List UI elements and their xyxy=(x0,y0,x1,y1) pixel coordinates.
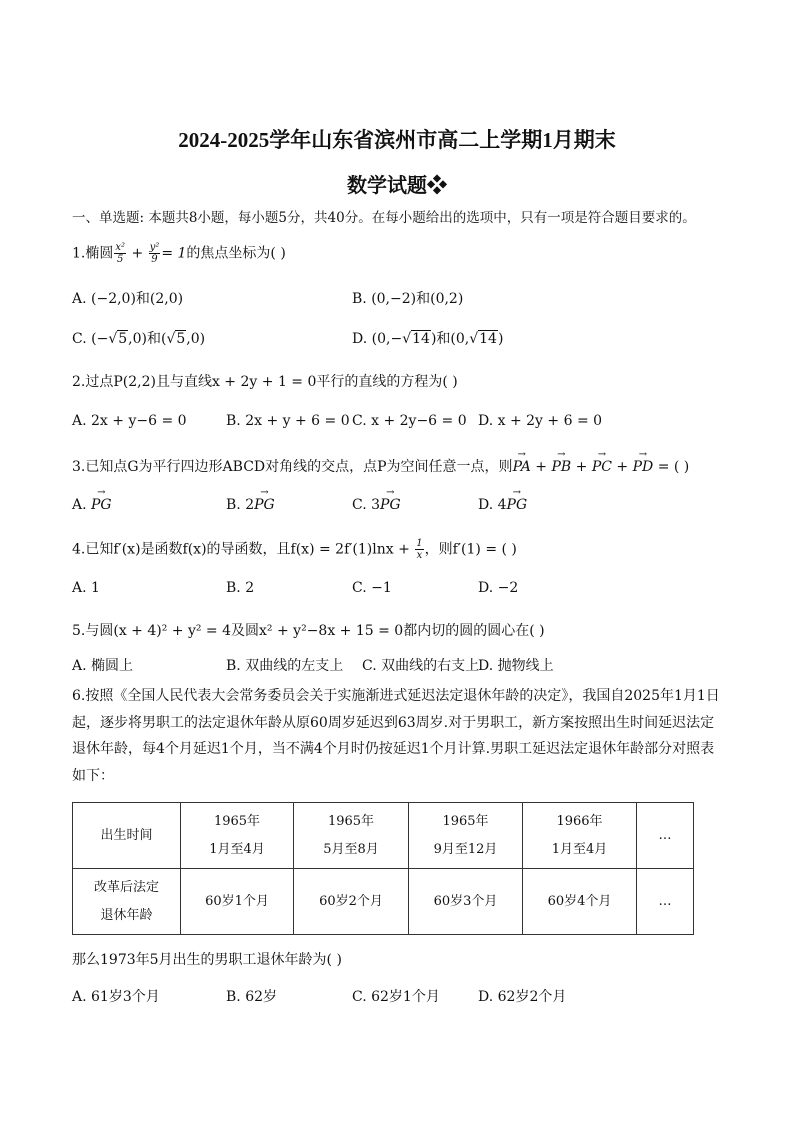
q1-c-post: ,0) xyxy=(186,331,206,347)
cell-line: 1965年 xyxy=(327,813,375,829)
page-title: 2024-2025学年山东省滨州市高二上学期1月期末 xyxy=(178,128,616,152)
q3-a-label: A. xyxy=(72,497,87,513)
q3-c-label: C. 3 xyxy=(352,497,381,513)
q4-frac-den: x xyxy=(416,550,423,561)
q3-end: = ( ) xyxy=(657,459,690,475)
table-row xyxy=(73,869,694,935)
table-cell: 60岁1个月 xyxy=(181,869,294,935)
table-cell xyxy=(523,803,637,869)
cell-line: 9月至12月 xyxy=(433,841,498,857)
table-cell: 60岁3个月 xyxy=(409,869,523,935)
table-cell: 60岁2个月 xyxy=(294,869,409,935)
q6-option-b: B. 62岁 xyxy=(226,989,278,1005)
q3-vec-pd: → PD xyxy=(633,459,654,475)
q6-option-c: C. 62岁1个月 xyxy=(352,989,440,1005)
q1-frac-x-num: x² xyxy=(115,242,126,253)
q1-c-pre: C. (− xyxy=(72,331,109,347)
table-header-cell: 出生时间 xyxy=(73,803,181,869)
question-4 xyxy=(72,538,517,561)
cell-line: 1966年 xyxy=(556,813,603,829)
q3-option-a xyxy=(72,497,112,513)
q1-option-d: D. (0,−√14)和(0,√14) xyxy=(352,331,504,347)
q3-text: 3.已知点G为平行四边形ABCD对角线的交点，点P为空间任意一点，则 xyxy=(72,459,513,475)
question-2: 2.过点P(2,2)且与直线x + 2y + 1 = 0平行的直线的方程为( ) xyxy=(72,374,458,390)
q5-option-d: D. 抛物线上 xyxy=(478,658,554,674)
question-1: 1.椭圆 $\frac{\text{x²}}{5}$ + $\frac{\text{y²}}{9}$ = 1的焦点坐标为( ) xyxy=(72,242,286,265)
q3-d-label: D. 4 xyxy=(478,497,507,513)
q1-d-mid: )和(0, xyxy=(430,331,470,347)
q2-option-c: C. x + 2y−6 = 0 xyxy=(352,413,467,429)
table-cell xyxy=(181,803,294,869)
cell-line: 改革后法定 xyxy=(93,879,159,895)
q1-c-radicand-2: 5 xyxy=(176,331,186,347)
question-6-paragraph: 6.按照《全国人民代表大会常务委员会关于实施渐进式延迟法定退休年龄的决定》，我国自2025年1月1日起，逐步将男职工的法定退休年龄从原60周岁延迟到63周岁.对于男职工，新方案按照出生时间延迟法定退休年龄，每4个月延迟1个月，当不满4个月时仍按延迟1个月计算.男职工延迟法定退休年龄部分对照表如下： xyxy=(72,688,720,784)
q1-c-mid: ,0)和( xyxy=(128,331,167,347)
q2-option-a: A. 2x + y−6 = 0 xyxy=(72,413,187,429)
table-cell xyxy=(409,803,523,869)
q2-option-d: D. x + 2y + 6 = 0 xyxy=(478,413,603,429)
q4-option-d: D. −2 xyxy=(478,580,519,596)
section-heading: 一、单选题: 本题共8小题，每小题5分，共40分。在每小题给出的选项中，只有一项是符合题目要求的。 xyxy=(72,210,696,226)
retirement-table xyxy=(72,802,694,935)
q1-rhs: = 1 xyxy=(161,245,187,262)
q1-frac-x xyxy=(114,242,126,265)
q3-vec-pb: → PB xyxy=(551,459,571,475)
table-cell: 60岁4个月 xyxy=(523,869,637,935)
q5-option-c: C. 双曲线的右支上 xyxy=(362,658,480,674)
q3-c-vec: → PG xyxy=(380,497,401,513)
q1-frac-y-num: y² xyxy=(149,242,160,253)
q1-frac-y xyxy=(149,242,161,265)
question-3: 3.已知点G为平行四边形ABCD对角线的交点，点P为空间任意一点，则→ PA + → PB + → PC + → PD = ( ) xyxy=(72,456,689,476)
cell-line: 1月至4月 xyxy=(551,841,608,857)
cell-line: 1月至4月 xyxy=(209,841,265,857)
cell-line: 5月至8月 xyxy=(323,841,379,857)
q4-option-b: B. 2 xyxy=(226,580,255,596)
q3-option-c xyxy=(352,497,401,513)
q3-a-vec: → PG xyxy=(91,497,112,513)
table-cell: … xyxy=(637,803,694,869)
q1-d-radicand-1: 14 xyxy=(412,331,430,347)
q1-suffix: 的焦点坐标为( ) xyxy=(186,245,286,262)
q4-text-post: ，则f′(1) = ( ) xyxy=(424,541,517,558)
table-cell xyxy=(294,803,409,869)
question-6-prompt: 那么1973年5月出生的男职工退休年龄为( ) xyxy=(72,952,342,968)
cell-line: 退休年龄 xyxy=(100,907,153,923)
q3-b-vec: → PG xyxy=(254,497,275,513)
q4-frac xyxy=(415,538,423,561)
q1-prefix: 1.椭圆 xyxy=(72,245,114,262)
q1-option-a: A. (−2,0)和(2,0) xyxy=(72,291,184,307)
q5-option-b: B. 双曲线的左支上 xyxy=(226,658,344,674)
q1-c-radicand-1: 5 xyxy=(118,331,128,347)
table-header-cell xyxy=(73,869,181,935)
q3-option-d xyxy=(478,497,527,513)
q4-text-pre: 4.已知f′(x)是函数f(x)的导函数，且f(x) = 2f′(1)lnx + xyxy=(72,541,415,558)
q3-b-label: B. 2 xyxy=(226,497,255,513)
q1-d-post: ) xyxy=(497,331,504,347)
q1-option-c: C. (−√5,0)和(√5,0) xyxy=(72,331,206,347)
q1-option-b: B. (0,−2)和(0,2) xyxy=(352,291,464,307)
cell-line: 1965年 xyxy=(213,813,261,829)
q1-d-radicand-2: 14 xyxy=(479,331,497,347)
q4-option-c: C. −1 xyxy=(352,580,392,596)
q3-vec-pc: → PC xyxy=(592,459,612,475)
q1-frac-x-den: 5 xyxy=(117,254,124,265)
q3-d-vec: → PG xyxy=(507,497,528,513)
cell-line: 1965年 xyxy=(442,813,489,829)
q3-vec-pa: → PA xyxy=(513,459,531,475)
table-cell: … xyxy=(637,869,694,935)
q4-option-a: A. 1 xyxy=(72,580,100,596)
q2-option-b: B. 2x + y + 6 = 0 xyxy=(226,413,350,429)
q5-option-a: A. 椭圆上 xyxy=(72,658,134,674)
q4-frac-num: 1 xyxy=(416,538,423,549)
page-subtitle: 数学试题❖ xyxy=(347,175,447,197)
q1-d-pre: D. (0,− xyxy=(352,331,403,347)
q6-option-a: A. 61岁3个月 xyxy=(72,989,160,1005)
table-row xyxy=(73,803,694,869)
q6-option-d: D. 62岁2个月 xyxy=(478,989,567,1005)
question-5: 5.与圆(x + 4)² + y² = 4及圆x² + y²−8x + 15 = 0都内切的圆的圆心在( ) xyxy=(72,623,545,639)
q1-frac-y-den: 9 xyxy=(151,254,158,265)
q3-option-b xyxy=(226,497,275,513)
